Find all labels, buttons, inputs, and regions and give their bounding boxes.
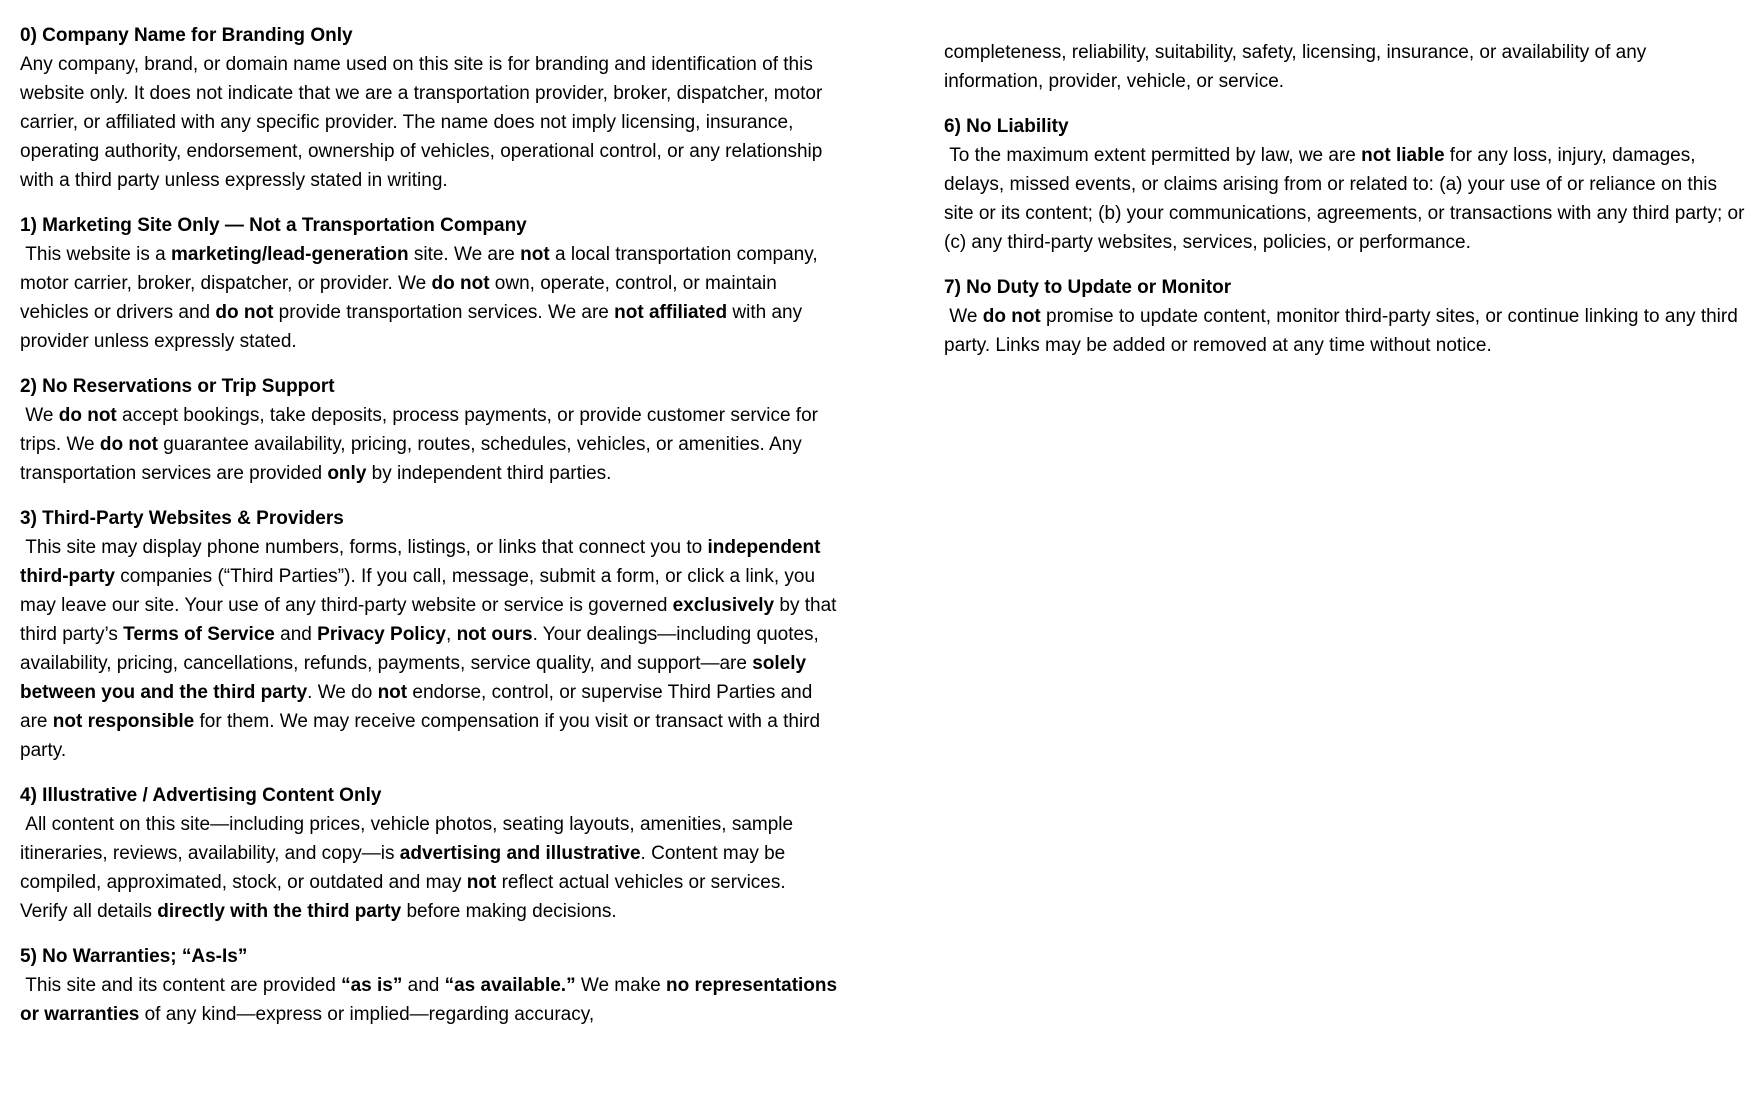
bold-text-run: Terms of Service (123, 624, 275, 645)
section-heading: 3) Third-Party Websites & Providers (20, 508, 344, 529)
section-0-company-name-for-branding-only: 0) Company Name for Branding Only Any company, brand, or domain name used on this site is for branding and identification of this website only. It does not indicate that we are a transportation provider, broker, dispatcher, motor carrier, or affiliated with any specific provider. The name does not imply licensing, insurance, operating authority, endorsement, ownership of vehicles, operational control, or any relationship with a third party unless expressly stated in writing. (20, 25, 828, 191)
right-column (944, 21, 1750, 1093)
bold-text-run: not responsible (52, 711, 195, 732)
section-1-marketing-site-only: 1) Marketing Site Only — Not a Transportation Company This website is a marketing/lead-generation site. We are not a local transportation company, motor carrier, broker, dispatcher, or provider. We do not own, operate, control, or maintain vehicles or drivers and do not provide transportation services. We are not affiliated with any provider unless expressly stated. (20, 215, 823, 352)
bold-text-run: do not (99, 434, 158, 455)
section-7-no-duty-to-update-or-monitor: 7) No Duty to Update or Monitor We do not promise to update content, monitor third-party sites, or continue linking to any third party. Links may be added or removed at any time without notice. (944, 277, 1744, 356)
section-heading: 5) No Warranties; “As-Is” (20, 946, 248, 967)
section-5-continuation: completeness, reliability, suitability, safety, licensing, insurance, or availability of any information, provider, vehicle, or service. (944, 42, 1652, 92)
bold-text-run: solely between you and the third party (20, 653, 812, 703)
bold-text-run: no representations or warranties (20, 975, 843, 1025)
bold-text-run: advertising and illustrative (399, 843, 641, 864)
section-2-no-reservations-or-trip-support: 2) No Reservations or Trip Support We do not accept bookings, take deposits, process payments, or provide customer service for trips. We do not guarantee availability, pricing, routes, schedules, vehicles, or amenities. Any transportation services are provided only by independent third parties. (20, 376, 824, 484)
bold-text-run: exclusively (672, 595, 775, 616)
bold-text-run: not (466, 872, 497, 893)
bold-text-run: marketing/lead-generation (171, 244, 409, 265)
section-4-illustrative-advertising-content-only: 4) Illustrative / Advertising Content Only All content on this site—including prices, vehicle photos, seating layouts, amenities, sample itineraries, reviews, availability, and copy—is advertising and illustrative. Content may be compiled, approximated, stock, or outdated and may not reflect actual vehicles or services. Verify all details directly with the third party before making decisions. (20, 785, 799, 922)
bold-text-run: “as is” (341, 975, 403, 996)
bold-text-run: “as available.” (444, 975, 576, 996)
bold-text-run: only (327, 463, 367, 484)
bold-text-run: do not (982, 306, 1041, 327)
bold-text-run: not ours (456, 624, 533, 645)
section-heading: 1) Marketing Site Only — Not a Transportation Company (20, 215, 527, 236)
section-heading: 4) Illustrative / Advertising Content Only (20, 785, 382, 806)
bold-text-run: do not (431, 273, 490, 294)
section-heading: 6) No Liability (944, 116, 1069, 137)
bold-text-run: directly with the third party (157, 901, 402, 922)
section-3-third-party-websites-and-providers: 3) Third-Party Websites & Providers This site may display phone numbers, forms, listings, or links that connect you to independent third-party companies (“Third Parties”). If you call, message, submit a form, or click a link, you may leave our site. Your use of any third-party website or service is governed exclusively by that third party’s Terms of Service and Privacy Policy, not ours. Your dealings—including quotes, availability, pricing, cancellations, refunds, payments, service quality, and support—are solely between you and the third party. We do not endorse, control, or supervise Third Parties and are not responsible for them. We may receive compensation if you visit or transact with a third party. (20, 508, 842, 761)
bold-text-run: independent third-party (20, 537, 826, 587)
bold-text-run: not liable (1361, 145, 1445, 166)
bold-text-run: not affiliated (614, 302, 728, 323)
left-column (20, 21, 843, 1093)
section-heading: 2) No Reservations or Trip Support (20, 376, 335, 397)
section-heading: 7) No Duty to Update or Monitor (944, 277, 1232, 298)
bold-text-run: not (520, 244, 550, 265)
bold-text-run: do not (58, 405, 117, 426)
bold-text-run: Privacy Policy (317, 624, 447, 645)
bold-text-run: do not (215, 302, 274, 323)
section-6-no-liability: 6) No Liability To the maximum extent permitted by law, we are not liable for any loss, injury, damages, delays, missed events, or claims arising from or related to: (a) your use of or reliance on this site or its content; (b) your communications, agreements, or transactions with any third party; or (c) any third-party websites, services, policies, or performance. (944, 116, 1750, 253)
section-5-no-warranties-as-is: 5) No Warranties; “As-Is” This site and its content are provided “as is” and “as available.” We make no representations or warranties of any kind—express or implied—regarding accuracy, (20, 946, 843, 1025)
section-heading: 0) Company Name for Branding Only (20, 25, 353, 46)
bold-text-run: not (377, 682, 408, 703)
